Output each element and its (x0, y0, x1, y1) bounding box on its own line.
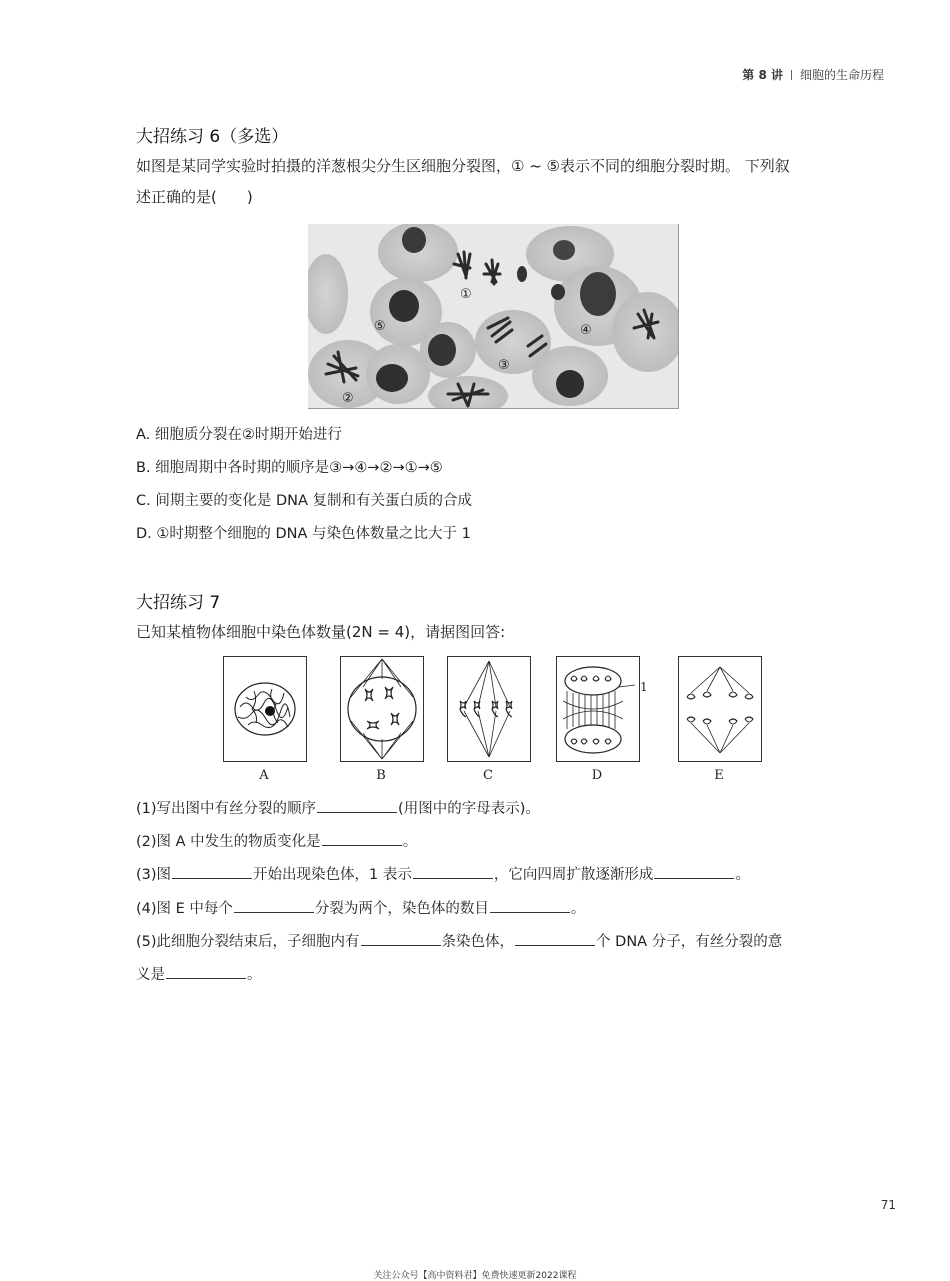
question-5-line2 (136, 963, 262, 984)
chapter-title: 细胞的生命历程 (799, 68, 884, 82)
question-5-mid1: 条染色体， (441, 934, 515, 950)
exercise6-stem (136, 151, 856, 213)
running-header (742, 66, 884, 83)
diagram-label-d: D (591, 768, 603, 783)
onion-root-tip-micrograph (308, 224, 679, 409)
question-5-cont: 义是 (136, 967, 165, 983)
answer-blank[interactable] (172, 864, 252, 879)
exercise6-title: 大招练习 6（多选） (136, 127, 289, 147)
footer-notice: 关注公众号【高中资料君】免费快速更新2022课程 (373, 1271, 577, 1281)
answer-blank[interactable] (361, 931, 441, 946)
answer-blank[interactable] (317, 798, 397, 813)
diagram-a-interphase (223, 656, 307, 762)
question-5-text: (5)此细胞分裂结束后，子细胞内有 (136, 934, 360, 950)
option-d: D. ①时期整个细胞的 DNA 与染色体数量之比大于 1 (136, 526, 471, 542)
diagram-d-telophase (556, 656, 640, 762)
lecture-number: 第 8 讲 (742, 68, 783, 82)
diagram-d-pointer-label: 1 (640, 680, 648, 694)
micrograph-label-1: ① (460, 287, 472, 302)
question-4-mid: 分裂为两个，染色体的数目 (314, 901, 489, 917)
exercise6-stem-line1: 如图是某同学实验时拍摄的洋葱根尖分生区细胞分裂图，① ~ ⑤表示不同的细胞分裂时期。 下列叙 (136, 157, 790, 175)
question-1-text: (1)写出图中有丝分裂的顺序 (136, 801, 317, 817)
option-a: A. 细胞质分裂在②时期开始进行 (136, 427, 342, 443)
question-2 (136, 830, 417, 851)
question-4-tail: 。 (570, 901, 586, 917)
micrograph-label-3: ③ (498, 358, 510, 373)
question-4-text: (4)图 E 中每个 (136, 901, 233, 917)
exercise7-stem: 已知某植物体细胞中染色体数量(2N = 4)，请据图回答: (136, 623, 506, 641)
question-1 (136, 797, 540, 818)
diagram-e-anaphase (678, 656, 762, 762)
diagram-label-a: A (259, 768, 269, 783)
option-b: B. 细胞周期中各时期的顺序是③→④→②→①→⑤ (136, 460, 443, 476)
answer-blank[interactable] (166, 964, 246, 979)
question-5 (136, 930, 782, 951)
diagram-label-e: E (714, 768, 724, 783)
answer-blank[interactable] (515, 931, 595, 946)
question-3 (136, 863, 750, 884)
answer-blank[interactable] (322, 831, 402, 846)
exercise7-title: 大招练习 7 (136, 593, 221, 613)
micrograph-label-4: ④ (580, 323, 592, 338)
question-3-mid1: 开始出现染色体，1 表示 (253, 867, 412, 883)
question-3-tail: 。 (735, 867, 750, 883)
micrograph-label-5: ⑤ (374, 319, 386, 334)
diagram-label-b: B (376, 768, 386, 783)
answer-blank[interactable] (654, 864, 734, 879)
micrograph-label-2: ② (342, 391, 354, 406)
question-3-mid2: ，它向四周扩散逐渐形成 (493, 867, 654, 883)
question-1-tail: (用图中的字母表示)。 (398, 801, 540, 817)
header-divider (791, 70, 792, 80)
exercise6-stem-line2: 述正确的是( ) (136, 188, 253, 206)
page-number: 71 (880, 1198, 896, 1212)
question-5-mid2: 个 DNA 分子，有丝分裂的意 (596, 934, 783, 950)
question-2-text: (2)图 A 中发生的物质变化是 (136, 834, 321, 850)
question-5-tail: 。 (247, 967, 262, 983)
question-4 (136, 897, 585, 918)
answer-blank[interactable] (490, 898, 570, 913)
question-2-tail: 。 (402, 834, 418, 850)
answer-blank[interactable] (413, 864, 493, 879)
question-3-text: (3)图 (136, 867, 172, 883)
answer-blank[interactable] (234, 898, 314, 913)
diagram-c-metaphase (447, 656, 531, 762)
diagram-label-c: C (483, 768, 493, 783)
diagram-b-prophase (340, 656, 424, 762)
option-c: C. 间期主要的变化是 DNA 复制和有关蛋白质的合成 (136, 493, 472, 509)
